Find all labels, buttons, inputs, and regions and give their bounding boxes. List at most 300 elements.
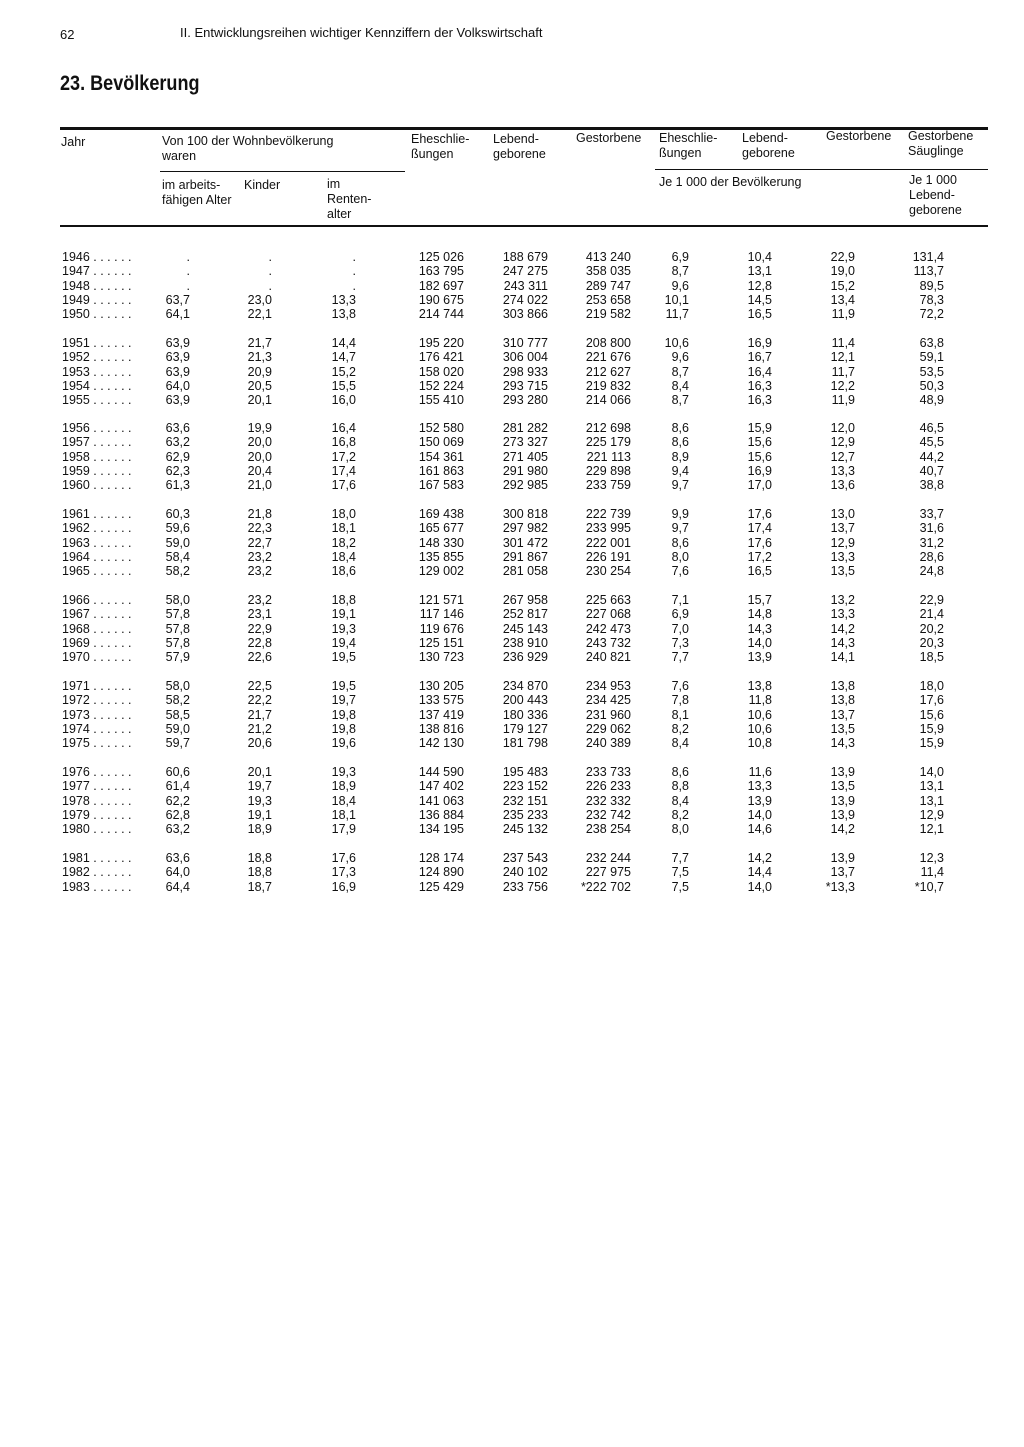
cell-jahr: 1967 . . . . . . (62, 607, 132, 622)
cell-gestorbene-abs: 233 759 (585, 478, 631, 493)
cell-saeuglinge: 24,8 (919, 564, 944, 579)
cell-arbeitsfaehig: . (186, 250, 190, 264)
cell-saeuglinge: 17,6 (919, 693, 944, 708)
cell-kinder: 22,7 (247, 535, 272, 550)
cell-kinder: 21,0 (247, 478, 272, 493)
cell-arbeitsfaehig: 59,0 (165, 721, 190, 736)
cell-eheschliessungen-rel: 9,6 (671, 278, 689, 293)
cell-lebendgeborene-abs: 243 311 (503, 278, 548, 293)
cell-jahr: 1973 . . . . . . (62, 707, 132, 722)
cell-saeuglinge: 11,4 (920, 865, 944, 880)
table-row (0, 307, 1024, 321)
cell-kinder: 20,9 (247, 364, 272, 379)
cell-saeuglinge: 45,5 (919, 435, 944, 450)
cell-rentenalter: 19,8 (331, 721, 356, 736)
cell-rentenalter: 19,5 (331, 679, 356, 693)
cell-kinder: 21,7 (247, 707, 272, 722)
cell-lebendgeborene-rel: 13,9 (747, 650, 772, 665)
cell-kinder: . (268, 278, 272, 293)
cell-eheschliessungen-rel: 8,4 (671, 378, 689, 393)
cell-gestorbene-rel: 13,4 (830, 292, 855, 307)
col-header-kinder: Kinder (244, 178, 281, 192)
cell-lebendgeborene-rel: 14,0 (747, 635, 772, 650)
table-row (0, 350, 1024, 364)
cell-eheschliessungen-abs: 152 580 (418, 421, 464, 435)
cell-kinder: 19,1 (247, 807, 272, 822)
cell-eheschliessungen-rel: 8,7 (671, 364, 689, 379)
cell-jahr: 1958 . . . . . . (62, 449, 132, 464)
cell-eheschliessungen-abs: 214 744 (418, 307, 464, 322)
cell-lebendgeborene-rel: 10,6 (747, 721, 772, 736)
cell-lebendgeborene-rel: 14,0 (747, 879, 772, 894)
table-row (0, 536, 1024, 550)
cell-arbeitsfaehig: 58,2 (165, 564, 190, 579)
cell-gestorbene-abs: 212 698 (585, 421, 631, 435)
table-row (0, 264, 1024, 278)
cell-eheschliessungen-rel: 9,6 (671, 350, 689, 365)
cell-lebendgeborene-rel: 11,6 (748, 765, 772, 779)
table-row (0, 507, 1024, 521)
cell-lebendgeborene-abs: 293 715 (502, 378, 548, 393)
cell-rentenalter: 17,4 (331, 463, 356, 478)
cell-lebendgeborene-rel: 14,4 (747, 865, 772, 880)
cell-lebendgeborene-rel: 10,6 (747, 707, 772, 722)
cell-rentenalter: 19,3 (331, 621, 356, 636)
cell-gestorbene-rel: 12,7 (830, 449, 855, 464)
cell-gestorbene-rel: 13,7 (830, 521, 855, 536)
cell-lebendgeborene-abs: 291 980 (502, 463, 548, 478)
cell-gestorbene-rel: 13,6 (830, 478, 855, 493)
cell-lebendgeborene-rel: 13,3 (747, 779, 772, 794)
cell-arbeitsfaehig: 63,6 (165, 851, 190, 865)
cell-lebendgeborene-rel: 10,8 (747, 736, 772, 751)
table-row (0, 450, 1024, 464)
cell-rentenalter: 15,2 (331, 364, 356, 379)
cell-gestorbene-rel: 19,0 (830, 264, 855, 279)
table-row (0, 722, 1024, 736)
cell-gestorbene-rel: 13,8 (830, 679, 855, 693)
cell-gestorbene-rel: 13,0 (830, 507, 855, 521)
cell-jahr: 1949 . . . . . . (62, 292, 132, 307)
cell-rentenalter: 13,8 (331, 307, 356, 322)
table-row (0, 794, 1024, 808)
cell-kinder: 22,3 (247, 521, 272, 536)
cell-kinder: 22,9 (247, 621, 272, 636)
table-row (0, 880, 1024, 894)
cell-gestorbene-rel: *13,3 (825, 879, 855, 894)
cell-kinder: 19,3 (247, 793, 272, 808)
col-header-wohnbevoelkerung: Von 100 der Wohnbevölkerung waren (162, 134, 334, 163)
col-header-gestorbene-rel: Gestorbene (826, 129, 892, 143)
cell-lebendgeborene-abs: 245 143 (502, 621, 548, 636)
cell-saeuglinge: *10,7 (914, 879, 944, 894)
cell-gestorbene-rel: 12,9 (830, 535, 855, 550)
cell-saeuglinge: 46,5 (919, 421, 944, 435)
cell-eheschliessungen-rel: 7,7 (671, 650, 689, 665)
cell-eheschliessungen-rel: 7,5 (671, 879, 689, 894)
cell-rentenalter: 18,0 (331, 507, 356, 521)
cell-rentenalter: 17,6 (331, 851, 356, 865)
cell-rentenalter: 18,8 (331, 593, 356, 607)
cell-lebendgeborene-abs: 306 004 (502, 350, 548, 365)
cell-gestorbene-abs: 234 425 (585, 693, 631, 708)
cell-kinder: . (268, 264, 272, 279)
cell-gestorbene-rel: 11,4 (831, 336, 855, 350)
cell-eheschliessungen-rel: 9,7 (671, 521, 689, 536)
cell-lebendgeborene-rel: 16,7 (747, 350, 772, 365)
cell-saeuglinge: 13,1 (919, 779, 944, 794)
cell-rentenalter: 16,4 (331, 421, 356, 435)
cell-lebendgeborene-abs: 234 870 (502, 679, 548, 693)
cell-lebendgeborene-abs: 291 867 (502, 549, 548, 564)
cell-eheschliessungen-abs: 167 583 (418, 478, 464, 493)
cell-lebendgeborene-abs: 300 818 (502, 507, 548, 521)
cell-lebendgeborene-rel: 15,6 (747, 435, 772, 450)
cell-jahr: 1962 . . . . . . (62, 521, 132, 536)
cell-gestorbene-abs: 233 995 (585, 521, 631, 536)
cell-saeuglinge: 89,5 (919, 278, 944, 293)
cell-lebendgeborene-abs: 238 910 (502, 635, 548, 650)
cell-eheschliessungen-abs: 182 697 (418, 278, 464, 293)
cell-lebendgeborene-abs: 267 958 (502, 593, 548, 607)
cell-gestorbene-rel: 14,2 (830, 621, 855, 636)
cell-lebendgeborene-abs: 271 405 (502, 449, 548, 464)
cell-rentenalter: 18,6 (331, 564, 356, 579)
cell-gestorbene-abs: 212 627 (585, 364, 631, 379)
cell-eheschliessungen-abs: 148 330 (418, 535, 464, 550)
cell-rentenalter: 14,4 (331, 336, 356, 350)
cell-rentenalter: 17,2 (331, 449, 356, 464)
cell-arbeitsfaehig: 63,9 (165, 350, 190, 365)
cell-arbeitsfaehig: 63,6 (165, 421, 190, 435)
cell-eheschliessungen-abs: 161 863 (418, 463, 464, 478)
cell-saeuglinge: 12,3 (919, 851, 944, 865)
cell-kinder: 23,2 (247, 593, 272, 607)
cell-eheschliessungen-abs: 147 402 (418, 779, 464, 794)
cell-gestorbene-abs: 227 975 (585, 865, 631, 880)
cell-eheschliessungen-abs: 142 130 (418, 736, 464, 751)
table-row (0, 650, 1024, 664)
page-number: 62 (60, 27, 75, 42)
cell-rentenalter: 13,3 (331, 292, 356, 307)
cell-gestorbene-rel: 13,5 (830, 564, 855, 579)
cell-lebendgeborene-rel: 13,9 (747, 793, 772, 808)
cell-eheschliessungen-rel: 10,6 (664, 336, 689, 350)
cell-eheschliessungen-abs: 135 855 (418, 549, 464, 564)
cell-lebendgeborene-abs: 188 679 (502, 250, 548, 264)
cell-gestorbene-abs: 232 244 (585, 851, 631, 865)
cell-eheschliessungen-abs: 144 590 (418, 765, 464, 779)
cell-jahr: 1953 . . . . . . (62, 364, 132, 379)
cell-saeuglinge: 31,2 (919, 535, 944, 550)
col-header-lebendgeborene-abs: Lebend- geborene (493, 132, 546, 161)
cell-gestorbene-abs: 221 113 (586, 449, 631, 464)
cell-lebendgeborene-abs: 293 280 (502, 393, 548, 408)
cell-eheschliessungen-abs: 158 020 (418, 364, 464, 379)
cell-gestorbene-rel: 12,2 (830, 378, 855, 393)
cell-lebendgeborene-rel: 14,5 (747, 292, 772, 307)
cell-saeuglinge: 28,6 (919, 549, 944, 564)
cell-saeuglinge: 15,6 (919, 707, 944, 722)
cell-saeuglinge: 21,4 (919, 607, 944, 622)
table-row (0, 293, 1024, 307)
cell-saeuglinge: 50,3 (919, 378, 944, 393)
cell-kinder: 20,4 (247, 463, 272, 478)
cell-gestorbene-rel: 14,3 (830, 736, 855, 751)
cell-eheschliessungen-rel: 8,4 (671, 736, 689, 751)
cell-gestorbene-rel: 12,0 (830, 421, 855, 435)
cell-kinder: 21,3 (247, 350, 272, 365)
cell-lebendgeborene-rel: 15,6 (747, 449, 772, 464)
cell-jahr: 1966 . . . . . . (62, 593, 132, 607)
cell-gestorbene-abs: 222 739 (585, 507, 631, 521)
cell-eheschliessungen-abs: 176 421 (418, 350, 464, 365)
cell-saeuglinge: 15,9 (919, 736, 944, 751)
cell-jahr: 1963 . . . . . . (62, 535, 132, 550)
cell-eheschliessungen-abs: 130 205 (418, 679, 464, 693)
cell-lebendgeborene-abs: 252 817 (502, 607, 548, 622)
cell-lebendgeborene-rel: 16,4 (747, 364, 772, 379)
cell-eheschliessungen-rel: 7,6 (671, 564, 689, 579)
cell-kinder: . (268, 250, 272, 264)
cell-eheschliessungen-abs: 121 571 (418, 593, 464, 607)
cell-eheschliessungen-abs: 133 575 (418, 693, 464, 708)
cell-saeuglinge: 131,4 (912, 250, 944, 264)
cell-gestorbene-rel: 13,3 (830, 463, 855, 478)
cell-eheschliessungen-rel: 8,6 (671, 535, 689, 550)
cell-eheschliessungen-rel: 6,9 (671, 250, 689, 264)
cell-kinder: 22,5 (247, 679, 272, 693)
cell-jahr: 1972 . . . . . . (62, 693, 132, 708)
cell-saeuglinge: 53,5 (919, 364, 944, 379)
table-row (0, 622, 1024, 636)
cell-kinder: 21,2 (247, 721, 272, 736)
cell-gestorbene-rel: 12,9 (830, 435, 855, 450)
cell-gestorbene-rel: 13,9 (830, 851, 855, 865)
cell-rentenalter: 15,5 (331, 378, 356, 393)
cell-eheschliessungen-rel: 8,6 (671, 765, 689, 779)
cell-eheschliessungen-rel: 7,0 (671, 621, 689, 636)
cell-gestorbene-abs: 227 068 (585, 607, 631, 622)
cell-jahr: 1965 . . . . . . (62, 564, 132, 579)
cell-lebendgeborene-abs: 232 151 (502, 793, 548, 808)
cell-eheschliessungen-rel: 8,9 (671, 449, 689, 464)
cell-gestorbene-rel: 13,2 (830, 593, 855, 607)
cell-jahr: 1961 . . . . . . (62, 507, 132, 521)
cell-eheschliessungen-rel: 8,4 (671, 793, 689, 808)
table-row (0, 693, 1024, 707)
cell-kinder: 19,7 (247, 779, 272, 794)
cell-lebendgeborene-rel: 15,9 (747, 421, 772, 435)
running-head: II. Entwicklungsreihen wichtiger Kennziffern der Volkswirtschaft (180, 25, 543, 40)
col-header-lebendgeborene-rel: Lebend- geborene (742, 131, 795, 160)
cell-lebendgeborene-rel: 12,8 (747, 278, 772, 293)
table-row (0, 607, 1024, 621)
cell-arbeitsfaehig: 61,4 (165, 779, 190, 794)
table-row (0, 636, 1024, 650)
cell-rentenalter: 18,2 (331, 535, 356, 550)
cell-eheschliessungen-abs: 150 069 (418, 435, 464, 450)
cell-lebendgeborene-abs: 180 336 (502, 707, 548, 722)
cell-gestorbene-abs: 225 179 (585, 435, 631, 450)
cell-rentenalter: 19,1 (331, 607, 356, 622)
cell-lebendgeborene-abs: 181 798 (502, 736, 548, 751)
cell-gestorbene-abs: 413 240 (585, 250, 631, 264)
cell-lebendgeborene-rel: 13,1 (747, 264, 772, 279)
cell-arbeitsfaehig: 57,8 (165, 635, 190, 650)
table-row (0, 393, 1024, 407)
table-row (0, 435, 1024, 449)
table-row (0, 779, 1024, 793)
cell-arbeitsfaehig: 64,0 (165, 378, 190, 393)
cell-gestorbene-abs: 229 898 (585, 463, 631, 478)
cell-eheschliessungen-abs: 137 419 (418, 707, 464, 722)
cell-gestorbene-rel: 13,9 (830, 807, 855, 822)
cell-kinder: 22,8 (247, 635, 272, 650)
cell-gestorbene-abs: *222 702 (580, 879, 631, 894)
cell-eheschliessungen-abs: 163 795 (418, 264, 464, 279)
cell-rentenalter: 14,7 (331, 350, 356, 365)
cell-rentenalter: 18,9 (331, 779, 356, 794)
cell-gestorbene-abs: 229 062 (585, 721, 631, 736)
cell-gestorbene-rel: 11,7 (831, 364, 855, 379)
cell-gestorbene-abs: 234 953 (585, 679, 631, 693)
cell-eheschliessungen-rel: 9,9 (671, 507, 689, 521)
cell-gestorbene-rel: 13,3 (830, 607, 855, 622)
cell-jahr: 1976 . . . . . . (62, 765, 132, 779)
cell-kinder: 21,8 (247, 507, 272, 521)
cell-arbeitsfaehig: 60,3 (165, 507, 190, 521)
cell-lebendgeborene-abs: 292 985 (502, 478, 548, 493)
cell-jahr: 1969 . . . . . . (62, 635, 132, 650)
cell-lebendgeborene-rel: 14,6 (747, 822, 772, 837)
table-row (0, 865, 1024, 879)
col-header-je-1000-bevoelkerung: Je 1 000 der Bevölkerung (659, 175, 802, 189)
table-row (0, 279, 1024, 293)
cell-lebendgeborene-abs: 281 282 (502, 421, 548, 435)
cell-eheschliessungen-abs: 155 410 (418, 393, 464, 408)
cell-jahr: 1978 . . . . . . (62, 793, 132, 808)
cell-lebendgeborene-abs: 237 543 (502, 851, 548, 865)
cell-lebendgeborene-rel: 14,0 (747, 807, 772, 822)
cell-saeuglinge: 31,6 (919, 521, 944, 536)
cell-jahr: 1955 . . . . . . (62, 393, 132, 408)
cell-gestorbene-abs: 243 732 (585, 635, 631, 650)
cell-gestorbene-abs: 208 800 (585, 336, 631, 350)
cell-gestorbene-abs: 233 733 (585, 765, 631, 779)
cell-rentenalter: 17,6 (331, 478, 356, 493)
cell-saeuglinge: 113,7 (913, 264, 944, 279)
cell-kinder: 20,6 (247, 736, 272, 751)
table-row (0, 464, 1024, 478)
cell-jahr: 1968 . . . . . . (62, 621, 132, 636)
cell-saeuglinge: 20,3 (919, 635, 944, 650)
cell-saeuglinge: 14,0 (919, 765, 944, 779)
cell-arbeitsfaehig: 58,5 (165, 707, 190, 722)
cell-arbeitsfaehig: 57,9 (165, 650, 190, 665)
cell-eheschliessungen-abs: 138 816 (418, 721, 464, 736)
cell-jahr: 1959 . . . . . . (62, 463, 132, 478)
cell-lebendgeborene-rel: 17,0 (747, 478, 772, 493)
cell-jahr: 1974 . . . . . . (62, 721, 132, 736)
cell-eheschliessungen-abs: 134 195 (418, 822, 464, 837)
cell-gestorbene-rel: 13,8 (830, 693, 855, 708)
cell-eheschliessungen-abs: 190 675 (418, 292, 464, 307)
cell-eheschliessungen-rel: 8,1 (671, 707, 689, 722)
cell-rentenalter: . (352, 278, 356, 293)
cell-saeuglinge: 12,1 (919, 822, 944, 837)
table-row (0, 365, 1024, 379)
cell-arbeitsfaehig: 61,3 (165, 478, 190, 493)
cell-jahr: 1975 . . . . . . (62, 736, 132, 751)
cell-jahr: 1952 . . . . . . (62, 350, 132, 365)
table-row (0, 593, 1024, 607)
cell-arbeitsfaehig: 62,2 (165, 793, 190, 808)
cell-lebendgeborene-abs: 245 132 (502, 822, 548, 837)
table-row (0, 421, 1024, 435)
cell-gestorbene-abs: 226 191 (585, 549, 631, 564)
cell-arbeitsfaehig: 59,0 (165, 535, 190, 550)
cell-eheschliessungen-abs: 154 361 (418, 449, 464, 464)
cell-jahr: 1947 . . . . . . (62, 264, 132, 279)
cell-lebendgeborene-rel: 13,8 (747, 679, 772, 693)
cell-jahr: 1979 . . . . . . (62, 807, 132, 822)
cell-rentenalter: 18,4 (331, 549, 356, 564)
cell-rentenalter: 16,8 (331, 435, 356, 450)
cell-eheschliessungen-rel: 7,3 (671, 635, 689, 650)
cell-saeuglinge: 38,8 (919, 478, 944, 493)
cell-lebendgeborene-abs: 236 929 (502, 650, 548, 665)
table-row (0, 564, 1024, 578)
cell-lebendgeborene-rel: 16,9 (747, 463, 772, 478)
cell-gestorbene-abs: 226 233 (585, 779, 631, 794)
cell-kinder: 23,2 (247, 549, 272, 564)
cell-arbeitsfaehig: 63,7 (165, 292, 190, 307)
table-row (0, 550, 1024, 564)
table-row (0, 808, 1024, 822)
cell-arbeitsfaehig: 63,2 (165, 435, 190, 450)
cell-lebendgeborene-abs: 297 982 (502, 521, 548, 536)
cell-arbeitsfaehig: 58,4 (165, 549, 190, 564)
cell-gestorbene-abs: 253 658 (585, 292, 631, 307)
cell-rentenalter: 19,8 (331, 707, 356, 722)
cell-gestorbene-abs: 358 035 (585, 264, 631, 279)
cell-lebendgeborene-abs: 298 933 (502, 364, 548, 379)
cell-kinder: 20,1 (247, 393, 272, 408)
cell-arbeitsfaehig: 64,4 (165, 879, 190, 894)
cell-arbeitsfaehig: 63,2 (165, 822, 190, 837)
cell-lebendgeborene-rel: 16,3 (747, 378, 772, 393)
cell-eheschliessungen-abs: 165 677 (418, 521, 464, 536)
table-row (0, 379, 1024, 393)
cell-gestorbene-abs: 225 663 (585, 593, 631, 607)
col-header-eheschliessungen-abs: Eheschlie- ßungen (411, 132, 470, 161)
cell-jahr: 1951 . . . . . . (62, 336, 132, 350)
cell-eheschliessungen-rel: 7,7 (671, 851, 689, 865)
table-row (0, 736, 1024, 750)
cell-kinder: 23,2 (247, 564, 272, 579)
cell-lebendgeborene-rel: 11,8 (748, 693, 772, 708)
cell-saeuglinge: 78,3 (919, 292, 944, 307)
cell-eheschliessungen-abs: 124 890 (418, 865, 464, 880)
table-row (0, 336, 1024, 350)
cell-kinder: 22,1 (247, 307, 272, 322)
col-header-arbeitsfaehig: im arbeits- fähigen Alter (162, 178, 232, 207)
cell-saeuglinge: 63,8 (919, 336, 944, 350)
col-header-saeuglinge: Gestorbene Säuglinge (908, 129, 974, 158)
cell-eheschliessungen-rel: 8,2 (671, 721, 689, 736)
cell-gestorbene-abs: 242 473 (585, 621, 631, 636)
